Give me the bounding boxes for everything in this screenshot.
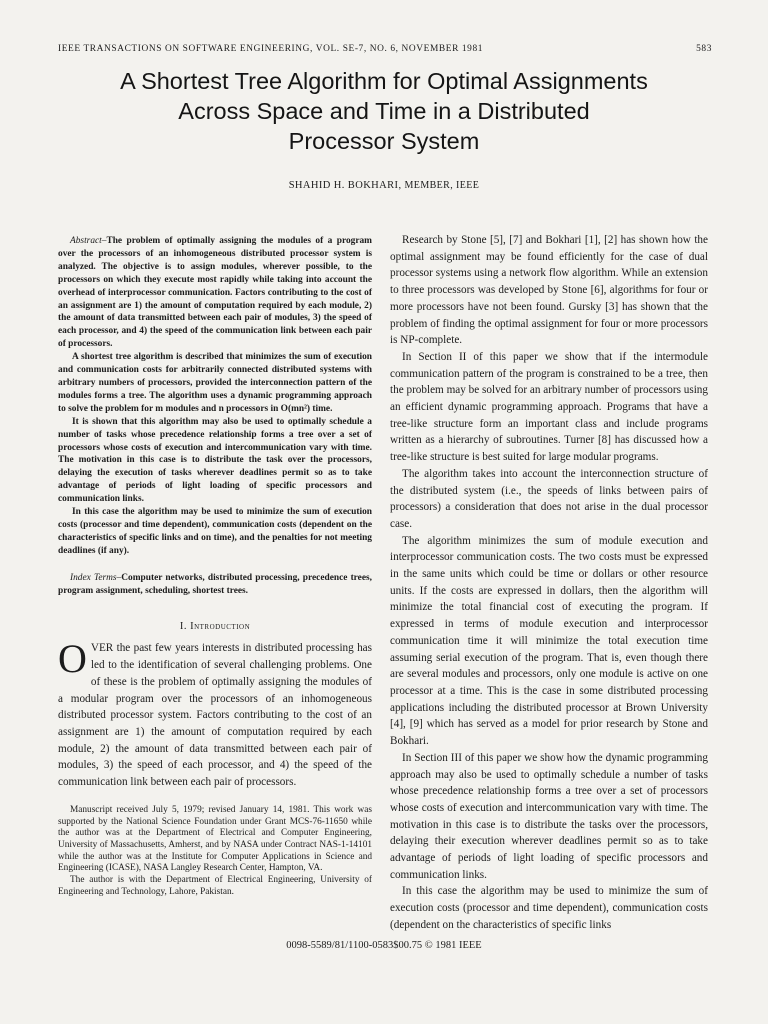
page-number: 583 <box>696 44 712 54</box>
right-column <box>390 232 708 934</box>
footnote <box>58 805 372 899</box>
section-number: I. <box>179 621 187 633</box>
section-heading-introduction <box>58 621 372 632</box>
index-terms: Index Terms–Computer networks, distributed processing, precedence trees, program assignment, scheduling, shortest trees. <box>58 572 372 596</box>
author-name: SHAHID H. BOKHARI, <box>288 180 402 191</box>
abstract-paragraph-4: In this case the algorithm may be used to minimize the sum of execution costs (processor and time dependent), communication costs (dependent on the characteristics of specific links and on time), and the penalties for not meeting deadlines (if any). <box>58 507 372 556</box>
paper-title <box>40 66 728 156</box>
copyright-footer: 0098-5589/81/1100-0583$00.75 © 1981 IEEE <box>286 940 482 951</box>
right-paragraph-6: In this case the algorithm may be used to minimize the sum of execution costs (processor and time dependent), communication costs (dependent on the characteristics of specific links <box>390 885 708 931</box>
right-paragraph-4: The algorithm minimizes the sum of module execution and interprocessor communication costs. The two costs must be expressed in the same units which could be time or dollars or other resource units. If the costs are expressed in dollars, then the algorithm will minimize the total financial cost of executing the program. If expressed in terms of module execution and interprocessor communication time it will minimize the total execution time assuming serial execution of the program. That is, even though there are several modules and processors, only one module is active on one processor at a time. This is the case in some distributed processing applications including the distributed processor at Brown University [4], [9] which has served as a model for prior research by Stone and Bokhari. <box>390 534 708 748</box>
right-paragraph-2: In Section II of this paper we show that if the intermodule communication pattern of the program is constrained to be a tree, then the problem may be solved for an arbitrary number of processors using an efficient dynamic programming approach. Programs that have a tree-like structure form an important class and include programs written as a hierarchy of subroutines. Turner [8] has discussed how a tree-like structure is best suited for large modular programs. <box>390 350 708 464</box>
right-paragraph-3: The algorithm takes into account the interconnection structure of the distributed system (i.e., the speeds of links between pairs of processors) a consideration that does not arise in the dual processor case. <box>390 467 708 530</box>
abstract-label: Abstract– <box>70 236 107 246</box>
author-line <box>0 180 768 191</box>
section-title: Introduction <box>190 621 251 633</box>
left-column <box>58 235 372 898</box>
abstract-paragraph-1: Abstract–The problem of optimally assigning the modules of a program over the processors of an inhomogeneous distributed processor system is analyzed. The objective is to assign modules, wherever possible, to the processors on which they execute most rapidly while taking into account the overhead of interprocessor communication. Factors contributing to the cost of an assignment are 1) the amount of computation required by each module, 2) the amount of data transmitted between each pair of modules, 3) the speed of each processor, and 4) the speed of the communication link between each pair of processors. <box>58 236 372 350</box>
title-line-1: A Shortest Tree Algorithm for Optimal Assignments <box>120 68 648 94</box>
first-word: VER <box>90 642 114 655</box>
right-paragraph-1: Research by Stone [5], [7] and Bokhari [1], [2] has shown how the optimal assignment may be found efficiently for the case of dual processor systems using a network flow algorithm. While an extension to three processors was developed by Stone [6], algorithms for four or more processors have not been found. Gursky [3] has shown that the problem of finding the optimal assignment for four or more processors is NP-complete. <box>390 234 708 347</box>
journal-citation: IEEE TRANSACTIONS ON SOFTWARE ENGINEERING, VOL. SE-7, NO. 6, NOVEMBER 1981 <box>58 44 484 54</box>
introduction-body <box>58 636 372 790</box>
abstract-paragraph-3: It is shown that this algorithm may also be used to optimally schedule a number of tasks whose precedence relationship forms a tree over a set of processors whose costs of execution and intercommunication vary with time. The motivation in this case is to distribute the task over the processors, delaying the execution of tasks wherever deadlines permit so as to take advantage of periods of light loading of specific processors and communication links. <box>58 416 372 505</box>
drop-cap: O <box>58 636 87 682</box>
abstract-paragraph-2: A shortest tree algorithm is described that minimizes the sum of execution and communication costs for arbitrarily connected distributed systems with arbitrary numbers of processors, provided the interconnection pattern of the modules forms a tree. The algorithm uses a dynamic programming approach to solve the problem for m modules and n processors in O(mn²) time. <box>58 352 372 414</box>
author-role: MEMBER, IEEE <box>404 180 480 191</box>
title-line-2: Across Space and Time in a Distributed <box>178 98 590 124</box>
right-paragraph-5: In Section III of this paper we show how the dynamic programming approach may also be used to optimally schedule a number of tasks whose precedence relationship forms a tree over a set of processors whose costs of execution and intercommunication vary with time. The motivation in this case is to distribute the tasks over the processors, delaying their execution wherever deadlines permit so as to take advantage of periods of light loading of specific processors and communication links. <box>390 751 708 881</box>
footnote-affiliation: The author is with the Department of Electrical Engineering, University of Engineering and Technology, Lahore, Pakistan. <box>58 875 372 897</box>
title-line-3: Processor System <box>288 128 480 154</box>
abstract <box>58 235 372 558</box>
index-terms-label: Index Terms– <box>70 572 122 583</box>
introduction-paragraph-1: OVER the past few years interests in distributed processing has led to the identification of several challenging problems. One of these is the problem of optimally assigning the modules of a modular program over the processors of an inhomogeneous distributed processor system. Factors contributing to the cost of an assignment are 1) the amount of computation required by each module, 2) the amount of data transmitted between each pair of modules, 3) the speed of each processor, and 4) the speed of the communication link between each pair of processors. <box>58 636 372 789</box>
footnote-manuscript: Manuscript received July 5, 1979; revised January 14, 1981. This work was supported by the National Science Foundation under Grant MCS-76-11650 while the author was at the Department of Electrical and Computer Engineering, University of Massachusetts, Amherst, and by NASA under Contract NAS-1-14101 while the author was at the Institute for Computer Applications in Science and Engineering (ICASE), NASA Langley Research Center, Hampton, VA. <box>58 804 372 874</box>
running-head <box>58 44 712 54</box>
